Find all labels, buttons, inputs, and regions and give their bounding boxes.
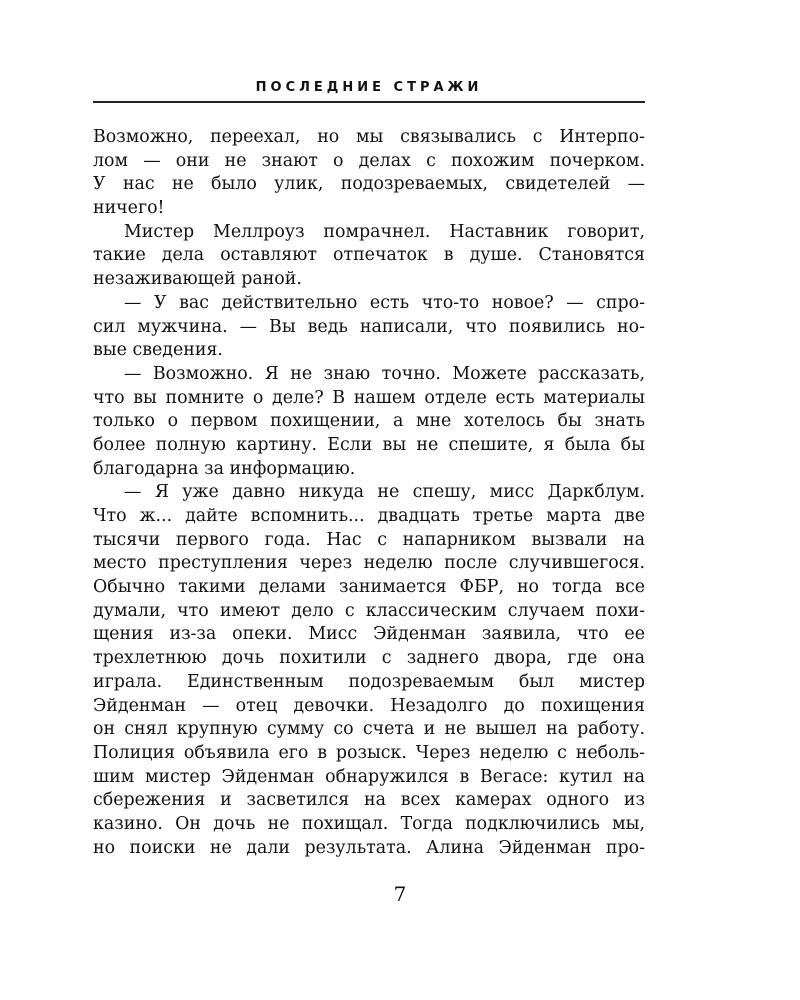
text-line: он снял крупную сумму со счета и не вышел на работу. [93, 719, 645, 740]
text-line: Эйденман — отец девочки. Незадолго до похищения [93, 695, 645, 716]
text-line: тысячи первого года. Нас с напарником вызвали на [93, 529, 645, 550]
header-rule [93, 101, 645, 103]
text-line: сбережения и засветился на всех камерах одного из [93, 790, 645, 811]
text-line: такие дела оставляют отпечаток в душе. Становятся [93, 245, 645, 266]
text-line: лом — они не знают о делах с похожим почерком. [93, 150, 645, 171]
text-line: только о первом похищении, а мне хотелось бы знать [93, 411, 645, 432]
text-line: но поиски не дали результата. Алина Эйденман про- [93, 837, 645, 858]
text-line: что вы помните о деле? В нашем отделе есть материалы [93, 387, 645, 408]
text-line: щения из-за опеки. Мисс Эйденман заявила, что ее [93, 624, 645, 645]
text-line: более полную картину. Если вы не спешите, я была бы [93, 434, 645, 455]
text-line: незаживающей раной. [93, 269, 302, 290]
text-line: шим мистер Эйденман обнаружился в Вегасе: кутил на [93, 766, 645, 787]
text-line: ничего! [93, 198, 165, 219]
body-text [93, 126, 645, 860]
text-line: играла. Единственным подозреваемым был мистер [93, 671, 645, 692]
text-line: Возможно, переехал, но мы связывались с Интерпо- [93, 127, 645, 147]
text-line: казино. Он дочь не похищал. Тогда подключились мы, [93, 813, 645, 834]
text-line: думали, что имеют дело с классическим случаем похи- [93, 600, 645, 621]
text-line: сил мужчина. — Вы ведь написали, что появились но- [93, 316, 645, 337]
text-line: Что ж... дайте вспомнить... двадцать третье марта две [93, 506, 645, 526]
text-line: — Возможно. Я не знаю точно. Можете рассказать, [124, 363, 645, 384]
page-number: 7 [393, 882, 407, 906]
text-line: — У вас действительно есть что-то новое? — спро- [124, 292, 645, 313]
text-line: вые сведения. [93, 340, 223, 361]
text-line: Мистер Меллроуз помрачнел. Наставник говорит, [124, 221, 645, 242]
text-line: благодарна за информацию. [93, 458, 356, 479]
running-title: ПОСЛЕДНИЕ СТРАЖИ [255, 80, 483, 95]
text-line: У нас не было улик, подозреваемых, свидетелей — [93, 174, 645, 195]
text-line: трехлетнюю дочь похитили с заднего двора, где она [93, 648, 645, 669]
text-line: Полиция объявила его в розыск. Через неделю с неболь- [93, 742, 645, 763]
text-line: место преступления через неделю после случившегося. [93, 553, 645, 574]
text-line: Обычно такими делами занимается ФБР, но тогда все [93, 577, 645, 598]
text-line: — Я уже давно никуда не спешу, мисс Даркблум. [124, 482, 645, 503]
